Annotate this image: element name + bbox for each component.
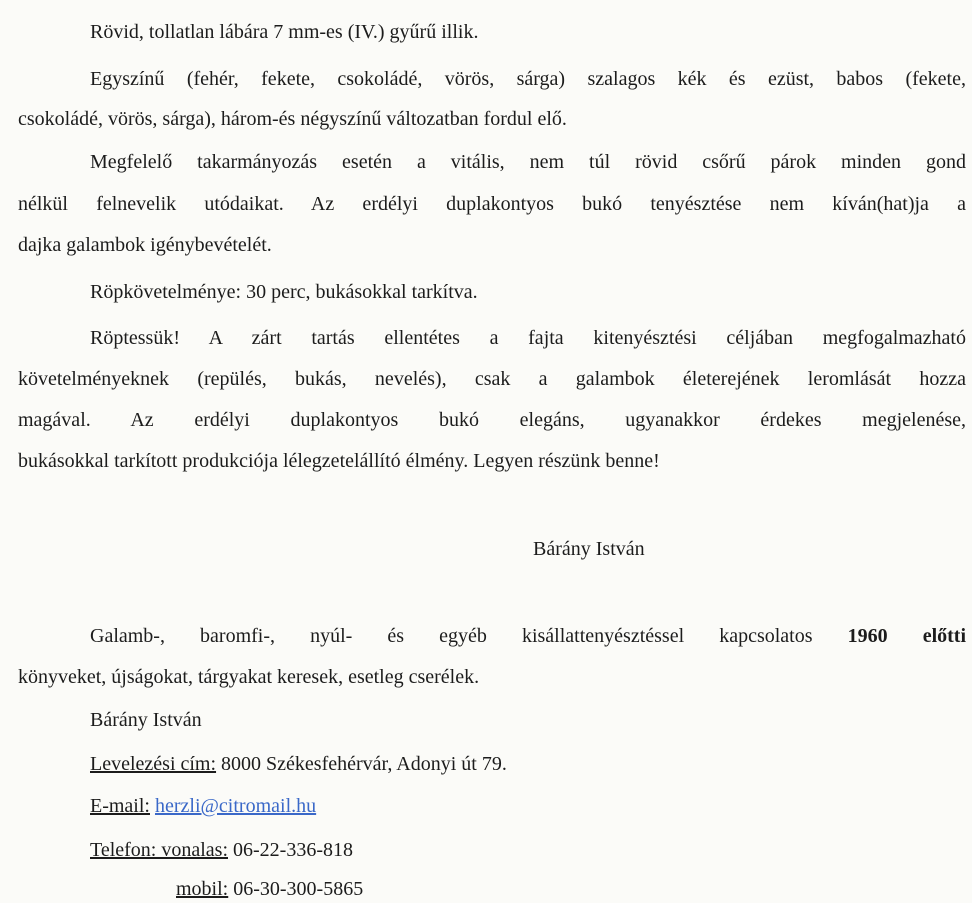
paragraph-flying-line-4: bukásokkal tarkított produkciója lélegzetelállító élmény. Legyen részünk benne!	[18, 450, 660, 472]
contact-mobile	[176, 877, 363, 901]
paragraph-ring-size: Rövid, tollatlan lábára 7 mm-es (IV.) gyűrű illik.	[90, 21, 479, 43]
mobile-label: mobil:	[176, 878, 229, 900]
address-value: 8000 Székesfehérvár, Adonyi út 79.	[221, 753, 507, 775]
ad-line-1-text: Galamb-, baromfi-, nyúl- és egyéb kisállattenyésztéssel kapcsolatos	[90, 625, 813, 647]
paragraph-rearing-line-1: Megfelelő takarmányozás esetén a vitális, nem túl rövid csőrű párok minden gond	[90, 151, 966, 173]
ad-line-2: könyveket, újságokat, tárgyakat keresek, esetleg cserélek.	[18, 666, 480, 688]
mobile-value: 06-30-300-5865	[233, 878, 364, 900]
ad-line-1	[90, 624, 966, 648]
phone-label: Telefon: vonalas:	[90, 839, 228, 861]
paragraph-colors-line-2: csokoládé, vörös, sárga), három-és négyszínű változatban fordul elő.	[18, 108, 567, 130]
author-signature: Bárány István	[533, 538, 645, 560]
email-label: E-mail:	[90, 795, 150, 817]
paragraph-colors-line-1: Egyszínű (fehér, fekete, csokoládé, vörös, sárga) szalagos kék és ezüst, babos (fekete,	[90, 68, 966, 90]
email-link[interactable]: herzli@citromail.hu	[154, 795, 317, 817]
phone-value: 06-22-336-818	[233, 839, 353, 861]
paragraph-flying-line-1: Röptessük! A zárt tartás ellentétes a fajta kitenyésztési céljában megfogalmazható	[90, 327, 966, 349]
ad-line-1-bold: 1960 előtti	[847, 625, 966, 647]
contact-phone	[90, 838, 353, 862]
paragraph-rearing-line-3: dajka galambok igénybevételét.	[18, 234, 272, 256]
paragraph-rearing-line-2: nélkül felnevelik utódaikat. Az erdélyi duplakontyos bukó tenyésztése nem kíván(hat)ja a	[18, 193, 966, 215]
paragraph-flying-line-3: magával. Az erdélyi duplakontyos bukó elegáns, ugyanakkor érdekes megjelenése,	[18, 409, 966, 431]
paragraph-flying-line-2: követelményeknek (repülés, bukás, nevelés), csak a galambok életerejének leromlását hozza	[18, 368, 966, 390]
contact-address	[90, 752, 507, 776]
contact-email	[90, 794, 316, 818]
address-label: Levelezési cím:	[90, 753, 217, 775]
contact-name: Bárány István	[90, 709, 202, 731]
paragraph-flight-requirement: Röpkövetelménye: 30 perc, bukásokkal tarkítva.	[90, 281, 478, 303]
